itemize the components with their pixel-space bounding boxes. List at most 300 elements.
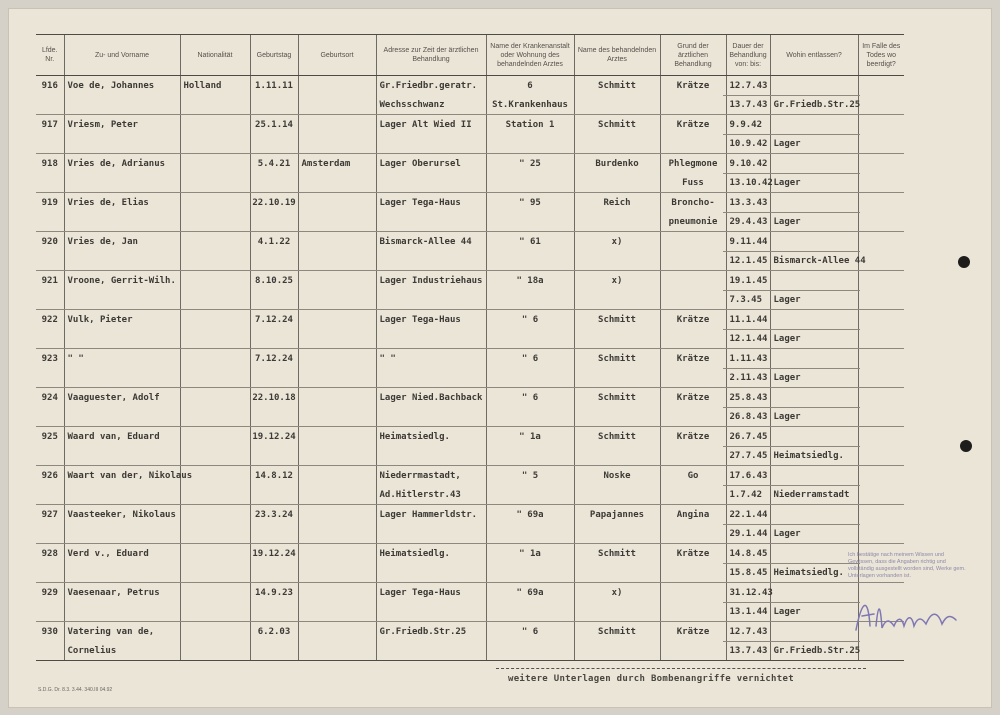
- table-row: [36, 76, 904, 115]
- cell-hospital: [486, 76, 574, 115]
- cell-reason: [660, 271, 726, 310]
- mid-divider: [767, 368, 860, 369]
- cell-duration: [726, 583, 773, 622]
- cell-discharged-to-line-2: Bismarck-Allee 44: [773, 256, 866, 266]
- cell-duration-line-1: 9.11.44: [729, 237, 768, 247]
- cell-duration: [726, 76, 770, 115]
- mid-divider: [767, 173, 860, 174]
- cell-nr-line-1: 923: [41, 354, 58, 364]
- cell-address-line-1: Lager Hammerldstr.: [379, 510, 478, 520]
- cell-birthplace: [298, 622, 376, 661]
- footer-note: weitere Unterlagen durch Bombenangriffe vernichtet: [508, 674, 794, 684]
- cell-discharged-to: [770, 349, 858, 388]
- cell-address: [376, 271, 486, 310]
- cell-hospital-line-1: " 6: [521, 315, 539, 325]
- cell-birthdate: [250, 232, 298, 271]
- mid-divider: [723, 446, 772, 447]
- cell-discharged-to-line-2: Heimatsiedlg.: [773, 568, 844, 578]
- cell-address-line-1: Lager Nied.Bachback: [379, 393, 483, 403]
- mid-divider: [723, 368, 772, 369]
- cell-address: [376, 622, 486, 661]
- cell-doctor-line-1: Schmitt: [598, 120, 636, 130]
- table-row: [36, 427, 904, 466]
- cell-duration-line-1: 9.10.42: [729, 159, 768, 169]
- cell-discharged-to: [770, 193, 858, 232]
- cell-nr-line-1: 924: [41, 393, 58, 403]
- mid-divider: [723, 407, 772, 408]
- cell-duration: [726, 115, 770, 154]
- cell-reason: [660, 622, 726, 661]
- cell-address: [376, 349, 486, 388]
- cell-hospital-line-1: " 6: [521, 354, 539, 364]
- cell-hospital-line-1: " 5: [521, 471, 539, 481]
- cell-duration-line-1: 17.6.43: [729, 471, 768, 481]
- cell-discharged-to-line-2: Heimatsiedlg.: [773, 451, 844, 461]
- cell-birthdate-line-1: 22.10.18: [252, 393, 296, 403]
- cell-birthdate: [250, 271, 298, 310]
- cell-reason: [660, 505, 726, 544]
- cell-address-line-1: Niederrmastadt,: [379, 471, 461, 481]
- cell-address: [376, 583, 486, 622]
- cell-address: [376, 544, 486, 583]
- cell-discharged-to-line-2: Lager: [773, 412, 801, 422]
- cell-duration: [726, 622, 770, 661]
- cell-nationality: [180, 232, 250, 271]
- mid-divider: [767, 290, 860, 291]
- cell-birthdate: [250, 505, 298, 544]
- table-row: [36, 388, 904, 427]
- mid-divider: [767, 251, 860, 252]
- cell-hospital: [486, 622, 574, 661]
- cell-discharged-to: [770, 388, 858, 427]
- cell-nationality: [180, 427, 250, 466]
- hospital-register-table: [36, 34, 904, 661]
- cell-birthplace: [298, 154, 376, 193]
- cell-birthdate-line-1: 14.9.23: [255, 588, 293, 598]
- cell-address-line-2: Ad.Hitlerstr.43: [379, 490, 461, 500]
- cell-hospital-line-1: " 1a: [519, 549, 541, 559]
- cell-birthplace: [298, 271, 376, 310]
- cell-name-line-1: Vatering van de,: [67, 627, 155, 637]
- cell-doctor: [574, 544, 660, 583]
- mid-divider: [723, 563, 772, 564]
- cell-doctor: [574, 349, 660, 388]
- header-row: [36, 35, 904, 76]
- cell-nationality: [180, 466, 250, 505]
- cell-hospital-line-1: Station 1: [505, 120, 555, 130]
- header-doctor: Name des behandelnden Arztes: [574, 35, 660, 76]
- cell-doctor-line-1: Schmitt: [598, 432, 636, 442]
- cell-address: [376, 505, 486, 544]
- table-row: [36, 154, 904, 193]
- cell-reason-line-1: Krätze: [676, 627, 710, 637]
- cell-discharged-to: [770, 583, 858, 622]
- mid-divider: [767, 95, 860, 96]
- cell-burial: [858, 193, 904, 232]
- table-row: [36, 193, 904, 232]
- cell-doctor-line-1: x): [611, 237, 623, 247]
- mid-divider: [767, 485, 860, 486]
- cell-reason-line-1: Krätze: [676, 354, 710, 364]
- cell-name: [64, 115, 180, 154]
- cell-burial: [858, 310, 904, 349]
- cell-duration: [726, 232, 770, 271]
- cell-hospital: [486, 232, 574, 271]
- header-reason: Grund der ärztlichen Behandlung: [660, 35, 726, 76]
- cell-address: [376, 427, 486, 466]
- cell-nr: [36, 583, 64, 622]
- cell-address-line-1: Lager Industriehaus: [379, 276, 483, 286]
- cell-name: [64, 310, 180, 349]
- cell-reason: [660, 76, 726, 115]
- cell-hospital-line-1: " 1a: [519, 432, 541, 442]
- cell-doctor: [574, 310, 660, 349]
- cell-duration-line-1: 9.9.42: [729, 120, 763, 130]
- cell-reason: [660, 583, 726, 622]
- cell-birthdate-line-1: 14.8.12: [255, 471, 293, 481]
- cell-birthplace-line-1: Amsterdam: [301, 159, 351, 169]
- cell-name-line-1: Vaesenaar, Petrus: [67, 588, 160, 598]
- cell-duration: [726, 427, 770, 466]
- cell-address-line-1: Lager Tega-Haus: [379, 315, 461, 325]
- header-name: Zu- und Vorname: [64, 35, 180, 76]
- cell-nationality: [180, 193, 250, 232]
- cell-nr-line-1: 920: [41, 237, 58, 247]
- cell-nr-line-1: 926: [41, 471, 58, 481]
- cell-burial: [858, 505, 904, 544]
- cell-name: [64, 505, 180, 544]
- cell-name-line-1: Voe de, Johannes: [67, 81, 155, 91]
- cell-address-line-1: Heimatsiedlg.: [379, 432, 450, 442]
- cell-name: [64, 232, 180, 271]
- mid-divider: [767, 563, 860, 564]
- cell-duration-line-2: 26.8.43: [729, 412, 768, 422]
- cell-discharged-to-line-2: Gr.Friedb.Str.25: [773, 100, 861, 110]
- cell-birthplace: [298, 76, 376, 115]
- cell-name-line-2: Cornelius: [67, 646, 117, 656]
- cell-nr: [36, 622, 64, 661]
- cell-hospital: [486, 544, 574, 583]
- cell-duration-line-2: 2.11.43: [729, 373, 768, 383]
- cell-name-line-1: Waart van der, Nikolaus: [67, 471, 193, 481]
- cell-discharged-to: [770, 271, 858, 310]
- cell-address-line-2: Wechsschwanz: [379, 100, 445, 110]
- cell-address: [376, 154, 486, 193]
- cell-name-line-1: Vulk, Pieter: [67, 315, 133, 325]
- mid-divider: [723, 95, 772, 96]
- cell-address-line-1: Lager Oberursel: [379, 159, 461, 169]
- mid-divider: [767, 446, 860, 447]
- cell-doctor-line-1: Schmitt: [598, 627, 636, 637]
- mid-divider: [767, 524, 860, 525]
- cell-reason-line-1: Krätze: [676, 120, 710, 130]
- cell-nr-line-1: 927: [41, 510, 58, 520]
- cell-doctor: [574, 232, 660, 271]
- cell-address-line-1: Bismarck-Allee 44: [379, 237, 472, 247]
- cell-address-line-1: Gr.Friedbr.geratr.: [379, 81, 478, 91]
- cell-reason-line-1: Krätze: [676, 432, 710, 442]
- cell-duration-line-2: 1.7.42: [729, 490, 763, 500]
- cell-burial: [858, 388, 904, 427]
- cell-doctor-line-1: Noske: [603, 471, 631, 481]
- cell-duration-line-1: 12.7.43: [729, 627, 768, 637]
- mid-divider: [723, 290, 772, 291]
- cell-nationality: [180, 115, 250, 154]
- cell-hospital-line-1: 6: [527, 81, 533, 91]
- header-duration: Dauer der Behandlung von: bis:: [726, 35, 770, 76]
- cell-reason-line-2: pneumonie: [668, 217, 718, 227]
- cell-doctor: [574, 76, 660, 115]
- cell-hospital-line-1: " 95: [519, 198, 541, 208]
- cell-birthplace: [298, 466, 376, 505]
- cell-hospital: [486, 388, 574, 427]
- mid-divider: [723, 485, 772, 486]
- cell-burial: [858, 427, 904, 466]
- cell-reason-line-1: Krätze: [676, 81, 710, 91]
- cell-hospital-line-1: " 6: [521, 627, 539, 637]
- cell-duration: [726, 466, 770, 505]
- cell-hospital: [486, 154, 574, 193]
- cell-birthdate-line-1: 4.1.22: [257, 237, 291, 247]
- cell-nr-line-1: 921: [41, 276, 58, 286]
- cell-birthdate-line-1: 23.3.24: [255, 510, 293, 520]
- cell-birthdate: [250, 583, 298, 622]
- cell-reason: [660, 115, 726, 154]
- form-code: S.D.G. Dr. 8.3. 3.44. 340.III 04.92: [38, 687, 113, 693]
- cell-duration-line-2: 7.3.45: [729, 295, 763, 305]
- cell-duration: [726, 154, 773, 193]
- cell-nr-line-1: 928: [41, 549, 58, 559]
- cell-doctor: [574, 622, 660, 661]
- cell-nationality: [180, 544, 250, 583]
- cell-discharged-to-line-2: Lager: [773, 334, 801, 344]
- cell-burial: [858, 466, 904, 505]
- table-row: [36, 583, 904, 622]
- cell-nationality: [180, 76, 250, 115]
- cell-duration: [726, 193, 770, 232]
- cell-reason-line-1: Phlegmone: [668, 159, 718, 169]
- cell-doctor: [574, 154, 660, 193]
- cell-hospital: [486, 427, 574, 466]
- cell-birthplace: [298, 232, 376, 271]
- cell-address-line-1: Lager Tega-Haus: [379, 588, 461, 598]
- cell-name: [64, 388, 180, 427]
- cell-birthdate: [250, 115, 298, 154]
- cell-discharged-to-line-2: Lager: [773, 607, 801, 617]
- header-address: Adresse zur Zeit der ärztlichen Behandlung: [376, 35, 486, 76]
- cell-birthplace: [298, 193, 376, 232]
- cell-discharged-to-line-2: Gr.Friedb.Str.25: [773, 646, 861, 656]
- cell-birthdate: [250, 310, 298, 349]
- cell-address: [376, 193, 486, 232]
- cell-birthdate: [250, 544, 298, 583]
- cell-duration-line-2: 10.9.42: [729, 139, 768, 149]
- cell-doctor: [574, 505, 660, 544]
- cell-birthplace: [298, 349, 376, 388]
- cell-birthdate: [250, 427, 298, 466]
- header-hospital: Name der Krankenanstalt oder Wohnung des behandelnden Arztes: [486, 35, 574, 76]
- cell-doctor: [574, 271, 660, 310]
- cell-nationality: [180, 349, 250, 388]
- cell-name-line-1: Vries de, Adrianus: [67, 159, 166, 169]
- cell-duration-line-1: 1.11.43: [729, 354, 768, 364]
- cell-birthdate-line-1: 8.10.25: [255, 276, 293, 286]
- cell-birthdate: [250, 154, 298, 193]
- cell-birthdate: [250, 622, 298, 661]
- cell-address: [376, 76, 486, 115]
- cell-birthdate-line-1: 19.12.24: [252, 432, 296, 442]
- table-row: [36, 349, 904, 388]
- cell-burial: [858, 271, 904, 310]
- header-burial: Im Falle des Todes wo beerdigt?: [858, 35, 904, 76]
- cell-reason: [660, 310, 726, 349]
- cell-duration: [726, 271, 770, 310]
- punch-hole-top: [958, 256, 970, 268]
- table-row: [36, 232, 904, 271]
- cell-address: [376, 388, 486, 427]
- cell-reason-line-1: Angina: [676, 510, 710, 520]
- cell-hospital-line-1: " 18a: [516, 276, 544, 286]
- cell-name-line-1: Waard van, Eduard: [67, 432, 160, 442]
- cell-discharged-to-line-2: Lager: [773, 295, 801, 305]
- cell-nr: [36, 76, 64, 115]
- cell-reason-line-1: Krätze: [676, 549, 710, 559]
- cell-duration: [726, 505, 770, 544]
- cell-nr-line-1: 925: [41, 432, 58, 442]
- cell-name: [64, 466, 193, 505]
- cell-reason-line-1: Go: [687, 471, 699, 481]
- cell-nr: [36, 193, 64, 232]
- cell-discharged-to-line-2: Lager: [773, 529, 801, 539]
- cell-duration: [726, 349, 770, 388]
- cell-burial: [858, 76, 904, 115]
- cell-discharged-to-line-2: Lager: [773, 139, 801, 149]
- cell-duration-line-2: 13.7.43: [729, 646, 768, 656]
- cell-burial: [858, 349, 904, 388]
- cell-doctor: [574, 388, 660, 427]
- cell-burial: [858, 232, 904, 271]
- cell-address-line-1: Lager Alt Wied II: [379, 120, 472, 130]
- cell-name-line-1: Vries de, Elias: [67, 198, 149, 208]
- cell-doctor: [574, 583, 660, 622]
- cell-hospital: [486, 115, 574, 154]
- cell-doctor: [574, 193, 660, 232]
- cell-birthplace: [298, 427, 376, 466]
- cell-birthdate-line-1: 7.12.24: [255, 315, 293, 325]
- cell-duration-line-1: 22.1.44: [729, 510, 768, 520]
- cell-duration-line-1: 31.12.43: [729, 588, 773, 598]
- cell-nr: [36, 388, 64, 427]
- cell-name-line-1: Vriesm, Peter: [67, 120, 138, 130]
- cell-reason: [660, 427, 726, 466]
- register-body: [36, 76, 904, 661]
- cell-doctor-line-1: x): [611, 588, 623, 598]
- cell-name: [64, 622, 180, 661]
- cell-duration-line-2: 13.7.43: [729, 100, 768, 110]
- table-row: [36, 544, 904, 583]
- cell-hospital-line-1: " 25: [519, 159, 541, 169]
- cell-doctor: [574, 115, 660, 154]
- cell-discharged-to: [770, 544, 858, 583]
- cell-address-line-1: Lager Tega-Haus: [379, 198, 461, 208]
- cell-address-line-1: " ": [379, 354, 396, 364]
- cell-birthdate-line-1: 5.4.21: [257, 159, 291, 169]
- cell-name: [64, 76, 180, 115]
- cell-duration-line-2: 12.1.44: [729, 334, 768, 344]
- cell-nr: [36, 349, 64, 388]
- cell-discharged-to: [770, 310, 858, 349]
- cell-hospital-line-1: " 61: [519, 237, 541, 247]
- cell-nationality: [180, 583, 250, 622]
- cell-burial: [858, 115, 904, 154]
- cell-nr: [36, 427, 64, 466]
- cell-name-line-1: Vroone, Gerrit-Wilh.: [67, 276, 176, 286]
- cell-doctor-line-1: Schmitt: [598, 81, 636, 91]
- cell-birthplace: [298, 544, 376, 583]
- cell-duration-line-1: 14.8.45: [729, 549, 768, 559]
- cell-duration-line-1: 12.7.43: [729, 81, 768, 91]
- cell-address: [376, 232, 486, 271]
- cell-reason-line-1: Krätze: [676, 393, 710, 403]
- cell-nr: [36, 271, 64, 310]
- signature: [852, 590, 964, 640]
- cell-reason: [660, 388, 726, 427]
- cell-birthplace: [298, 505, 376, 544]
- cell-discharged-to: [770, 427, 858, 466]
- mid-divider: [723, 173, 772, 174]
- cell-nr: [36, 115, 64, 154]
- cell-nationality-line-1: Holland: [183, 81, 222, 91]
- cell-duration: [726, 388, 770, 427]
- cell-discharged-to: [770, 466, 858, 505]
- cell-nationality: [180, 388, 250, 427]
- cell-hospital-line-2: St.Krankenhaus: [492, 100, 568, 110]
- cell-nr-line-1: 918: [41, 159, 58, 169]
- cell-nr-line-1: 919: [41, 198, 58, 208]
- cell-nationality: [180, 310, 250, 349]
- cell-birthdate: [250, 76, 298, 115]
- cell-discharged-to-line-2: Lager: [773, 373, 801, 383]
- cell-duration: [726, 310, 770, 349]
- table-row: [36, 271, 904, 310]
- cell-duration-line-1: 26.7.45: [729, 432, 768, 442]
- mid-divider: [767, 329, 860, 330]
- cell-reason-line-2: Fuss: [682, 178, 704, 188]
- cell-doctor-line-1: Schmitt: [598, 315, 636, 325]
- table-row: [36, 505, 904, 544]
- cell-name-line-1: " ": [67, 354, 84, 364]
- cell-address: [376, 310, 486, 349]
- cell-reason: [660, 466, 726, 505]
- cell-nr-line-1: 930: [41, 627, 58, 637]
- mid-divider: [723, 212, 772, 213]
- cell-birthplace: [298, 583, 376, 622]
- mid-divider: [767, 641, 860, 642]
- cell-duration-line-2: 13.1.44: [729, 607, 768, 617]
- mid-divider: [723, 251, 772, 252]
- mid-divider: [723, 524, 772, 525]
- cell-hospital: [486, 466, 574, 505]
- cell-hospital: [486, 271, 574, 310]
- cell-nr: [36, 154, 64, 193]
- footer-rule: [496, 668, 866, 669]
- cell-hospital-line-1: " 69a: [516, 510, 544, 520]
- cell-doctor-line-1: x): [611, 276, 623, 286]
- mid-divider: [723, 641, 772, 642]
- cell-burial: [858, 154, 904, 193]
- header-birthdate: Geburtstag: [250, 35, 298, 76]
- cell-reason: [660, 154, 726, 193]
